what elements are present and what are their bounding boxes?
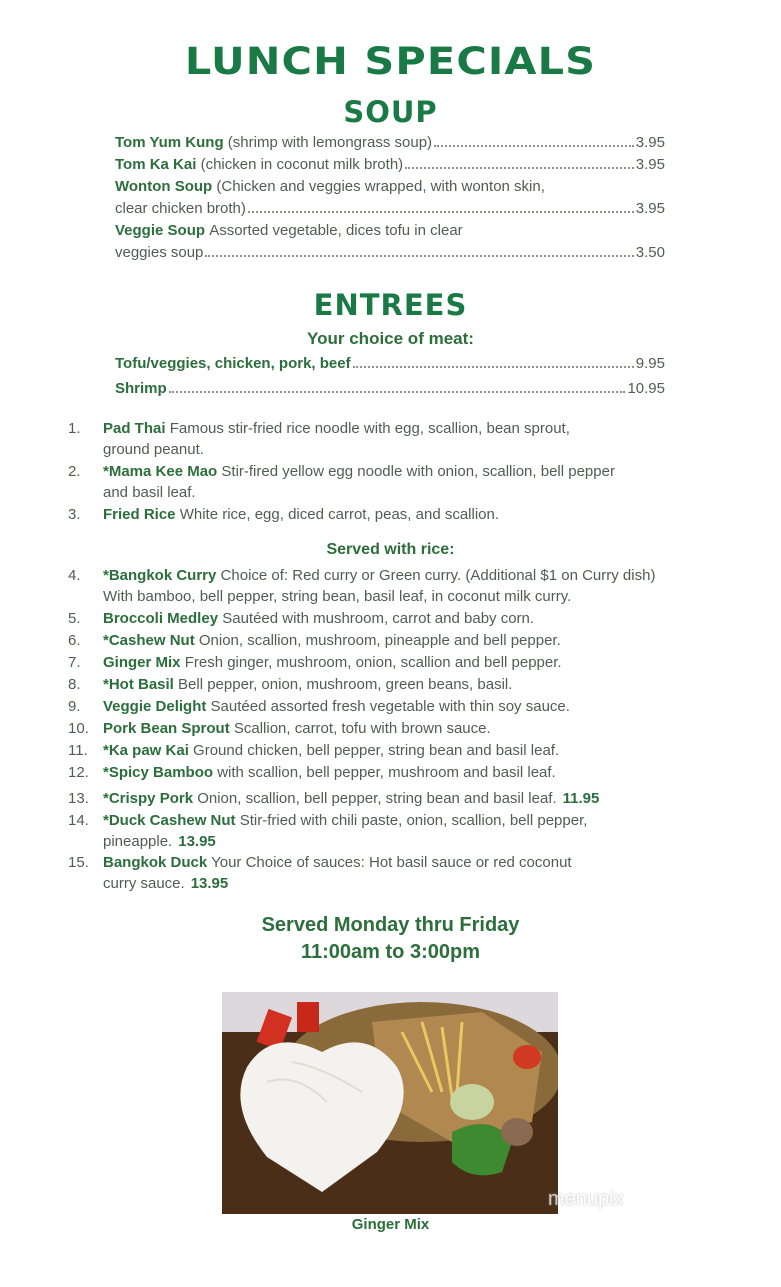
menu-item [68, 461, 615, 503]
item-name: Shrimp [115, 380, 167, 397]
item-name: Pad Thai [103, 420, 166, 437]
item-name: Tom Ka Kai [115, 156, 197, 173]
meat-list [115, 355, 665, 402]
item-desc: Famous stir-fried rice noodle with egg, scallion, bean sprout, [169, 420, 570, 437]
menu-item [68, 565, 655, 607]
item-name: Bangkok Duck [103, 854, 208, 871]
menu-item [68, 740, 559, 761]
soup-item [115, 178, 665, 200]
item-name: Tom Yum Kung [115, 134, 224, 151]
item-desc: Fresh ginger, mushroom, onion, scallion and bell pepper. [184, 654, 562, 671]
item-number: 10. [68, 720, 89, 737]
rice-heading: Served with rice: [326, 541, 455, 558]
ginger-mix-image [222, 992, 558, 1214]
menu-item [68, 810, 587, 852]
item-name: Veggie Soup [115, 222, 206, 239]
meat-option [115, 355, 665, 380]
item-desc: Choice of: Red curry or Green curry. (Additional $1 on Curry dish) [220, 567, 656, 584]
item-price: 3.50 [635, 244, 665, 261]
watermark: menupix [548, 1188, 624, 1210]
item-number: 11. [68, 742, 88, 759]
item-desc: Onion, scallion, bell pepper, string bean and basil leaf. [197, 790, 557, 807]
meat-heading: Your choice of meat: [307, 329, 474, 348]
item-name: *Spicy Bamboo [103, 764, 214, 781]
soup-heading: SOUP [343, 95, 438, 129]
item-price: 10.95 [627, 380, 665, 397]
item-desc: Assorted vegetable, dices tofu in clear [209, 222, 463, 239]
item-name: Fried Rice [103, 506, 176, 523]
menu-item [68, 718, 491, 739]
meat-option [115, 380, 665, 402]
soup-item [115, 156, 665, 178]
item-name: *Duck Cashew Nut [103, 812, 236, 829]
item-number: 15. [68, 854, 89, 871]
item-number: 2. [68, 463, 81, 480]
item-price: 9.95 [635, 355, 665, 372]
menu-item [68, 762, 556, 783]
item-name: *Crispy Pork [103, 790, 194, 807]
item-price: 3.95 [635, 134, 665, 151]
item-desc: Stir-fried with chili paste, onion, scallion, bell pepper, [239, 812, 588, 829]
item-price: 3.95 [635, 156, 665, 173]
item-desc: (Chicken and veggies wrapped, with wonton skin, [216, 178, 545, 195]
item-number: 9. [68, 698, 81, 715]
item-desc: Scallion, carrot, tofu with brown sauce. [233, 720, 491, 737]
menu-item [68, 418, 570, 460]
served-hours: 11:00am to 3:00pm [301, 941, 480, 963]
item-desc: (shrimp with lemongrass soup) [227, 134, 433, 151]
item-number: 13. [68, 790, 89, 807]
photo-caption: Ginger Mix [351, 1216, 430, 1233]
item-desc: (chicken in coconut milk broth) [200, 156, 404, 173]
menu-item [68, 696, 570, 717]
item-number: 4. [68, 567, 81, 584]
item-number: 14. [68, 812, 89, 829]
item-name: *Ka paw Kai [103, 742, 189, 759]
menu-item [68, 630, 561, 651]
item-name: *Bangkok Curry [103, 567, 217, 584]
soup-item-cont [115, 200, 665, 222]
soup-item [115, 134, 665, 156]
item-name: Wonton Soup [115, 178, 213, 195]
item-desc: clear chicken broth) [115, 200, 246, 217]
item-price: 3.95 [635, 200, 665, 217]
entrees-heading: ENTREES [313, 288, 468, 322]
item-desc: White rice, egg, diced carrot, peas, and scallion. [179, 506, 500, 523]
item-price: 13.95 [190, 875, 229, 892]
menu-item [68, 504, 499, 525]
item-name: Broccoli Medley [103, 610, 219, 627]
item-desc: veggies soup [115, 244, 204, 261]
item-desc: Onion, scallion, mushroom, pineapple and bell pepper. [198, 632, 561, 649]
item-desc: Sautéed assorted fresh vegetable with thin soy sauce. [210, 698, 570, 715]
menu-item [68, 788, 599, 809]
item-desc-cont: pineapple. [103, 833, 173, 850]
item-price: 13.95 [178, 833, 216, 850]
item-name: Veggie Delight [103, 698, 207, 715]
item-number: 5. [68, 610, 81, 627]
served-days: Served Monday thru Friday [261, 914, 520, 936]
item-number: 8. [68, 676, 81, 693]
item-name: *Hot Basil [103, 676, 174, 693]
menu-item [68, 674, 512, 695]
item-number: 7. [68, 654, 81, 671]
item-number: 3. [68, 506, 81, 523]
item-desc-cont: and basil leaf. [103, 484, 196, 501]
item-desc: Stir-fired yellow egg noodle with onion, scallion, bell pepper [221, 463, 615, 480]
soup-item-cont [115, 244, 665, 266]
item-name: Ginger Mix [103, 654, 181, 671]
page-title: LUNCH SPECIALS [184, 40, 597, 83]
item-name: *Cashew Nut [103, 632, 195, 649]
item-desc-cont: ground peanut. [103, 441, 204, 458]
item-price: 11.95 [562, 790, 600, 807]
menu-item [68, 608, 534, 629]
item-number: 1. [68, 420, 81, 437]
item-desc-cont: With bamboo, bell pepper, string bean, basil leaf, in coconut milk curry. [103, 588, 572, 605]
dish-photo [222, 992, 558, 1214]
item-desc: with scallion, bell pepper, mushroom and basil leaf. [217, 764, 556, 781]
item-number: 6. [68, 632, 81, 649]
item-name: *Mama Kee Mao [103, 463, 218, 480]
item-name: Pork Bean Sprout [103, 720, 230, 737]
item-desc: Bell pepper, onion, mushroom, green beans, basil. [178, 676, 513, 693]
item-desc: Sautéed with mushroom, carrot and baby corn. [222, 610, 535, 627]
menu-item [68, 852, 572, 894]
soup-list [115, 134, 665, 266]
item-number: 12. [68, 764, 89, 781]
item-desc-cont: curry sauce. [103, 875, 185, 892]
soup-item [115, 222, 665, 244]
menu-item [68, 652, 562, 673]
item-name: Tofu/veggies, chicken, pork, beef [115, 355, 351, 372]
item-desc: Ground chicken, bell pepper, string bean and basil leaf. [193, 742, 560, 759]
item-desc: Your Choice of sauces: Hot basil sauce or red coconut [211, 854, 572, 871]
